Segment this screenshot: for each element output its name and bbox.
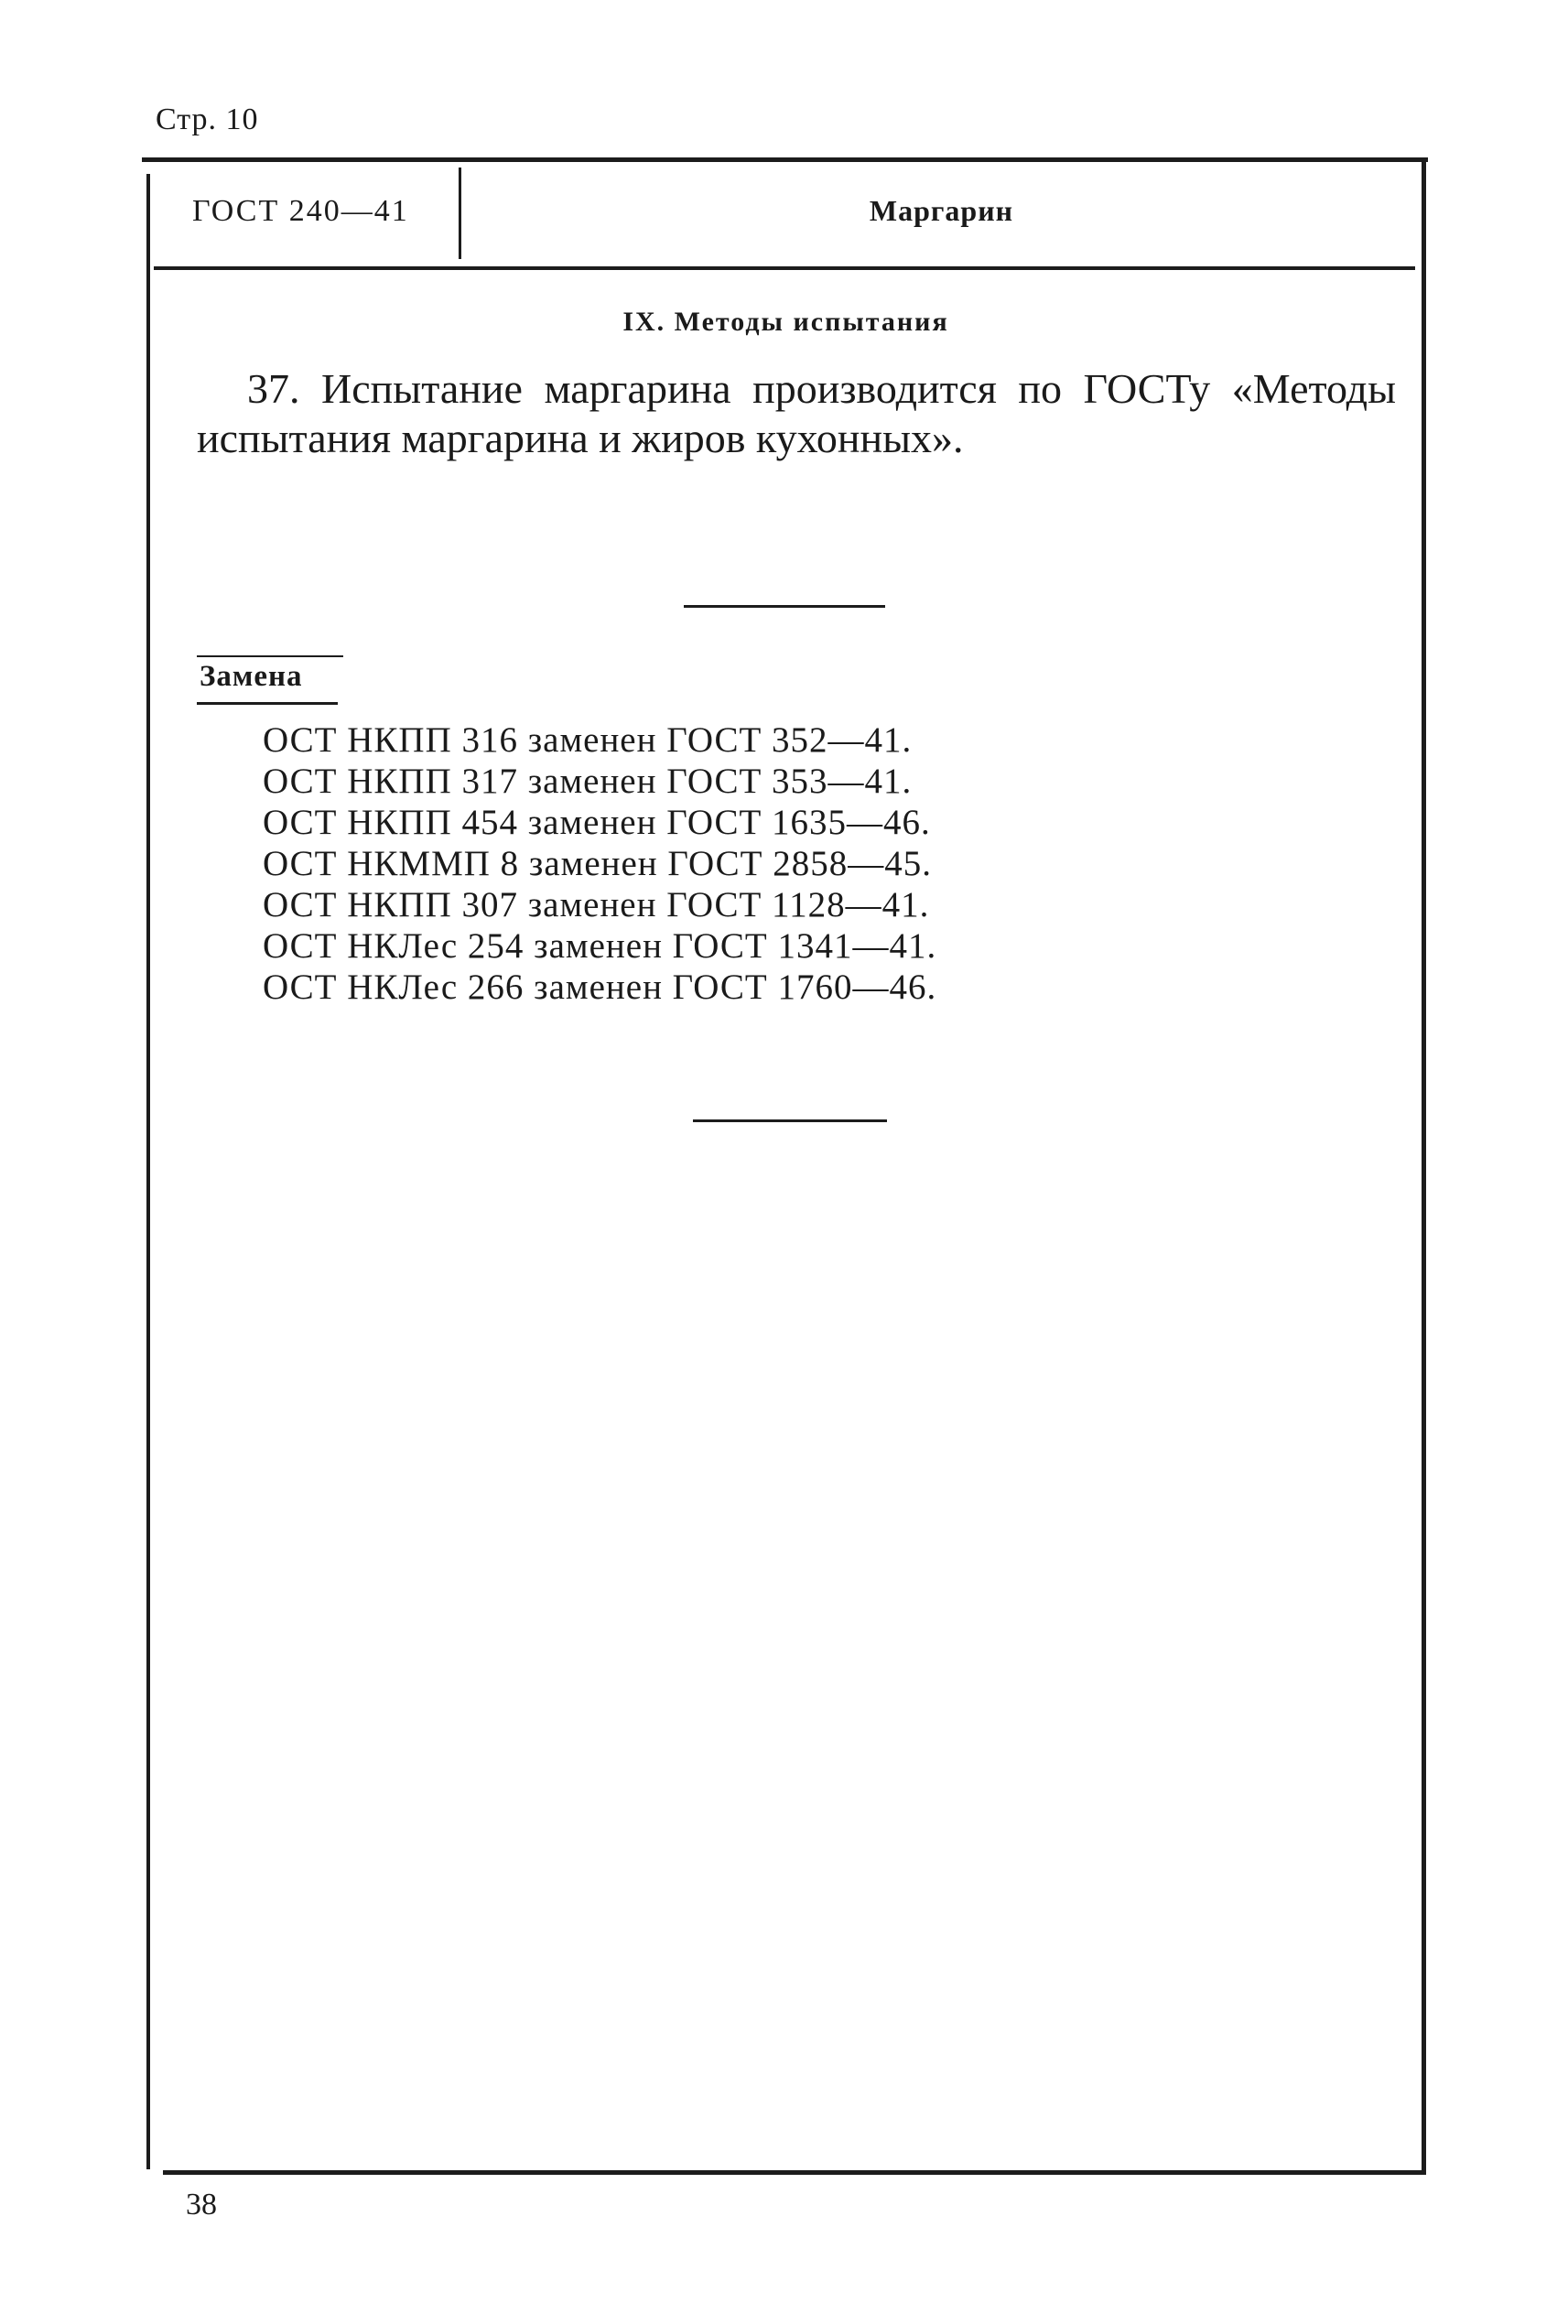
replacement-item: ОСТ НКЛес 266 заменен ГОСТ 1760—46.: [263, 967, 937, 1007]
replacement-item: ОСТ НКЛес 254 заменен ГОСТ 1341—41.: [263, 926, 937, 966]
page-label: Стр. 10: [156, 103, 259, 136]
replacement-item: ОСТ НКПП 316 заменен ГОСТ 352—41.: [263, 720, 913, 760]
header-rule: [154, 266, 1415, 270]
section-paragraph: [197, 364, 1396, 463]
replacement-item: ОСТ НКПП 307 заменен ГОСТ 1128—41.: [263, 885, 930, 924]
end-separator-rule: [693, 1119, 887, 1122]
page-number: 38: [186, 2188, 217, 2221]
frame-left-border: [146, 174, 150, 2169]
separator-rule: [684, 605, 885, 608]
replacement-list: [263, 719, 936, 1008]
replacement-item: ОСТ НКПП 454 заменен ГОСТ 1635—46.: [263, 803, 931, 842]
section-heading: IX. Методы испытания: [622, 307, 949, 337]
paragraph-line-1: 37. Испытание маргарина производится по ГОСТу «Методы: [247, 365, 1396, 412]
gost-number: ГОСТ 240—41: [192, 194, 409, 228]
replacement-title-rule-bottom: [197, 702, 338, 705]
frame-top-border: [142, 157, 1428, 162]
replacement-title-rule-top: [197, 655, 343, 657]
document-title: Маргарин: [869, 194, 1014, 227]
replacement-item: ОСТ НКММП 8 заменен ГОСТ 2858—45.: [263, 844, 932, 883]
replacement-item: ОСТ НКПП 317 заменен ГОСТ 353—41.: [263, 762, 913, 801]
frame-bottom-border: [163, 2170, 1426, 2175]
frame-right-border: [1422, 160, 1426, 2174]
replacement-title: Замена: [200, 660, 303, 693]
paragraph-line-2: испытания маргарина и жиров кухонных».: [197, 415, 964, 461]
